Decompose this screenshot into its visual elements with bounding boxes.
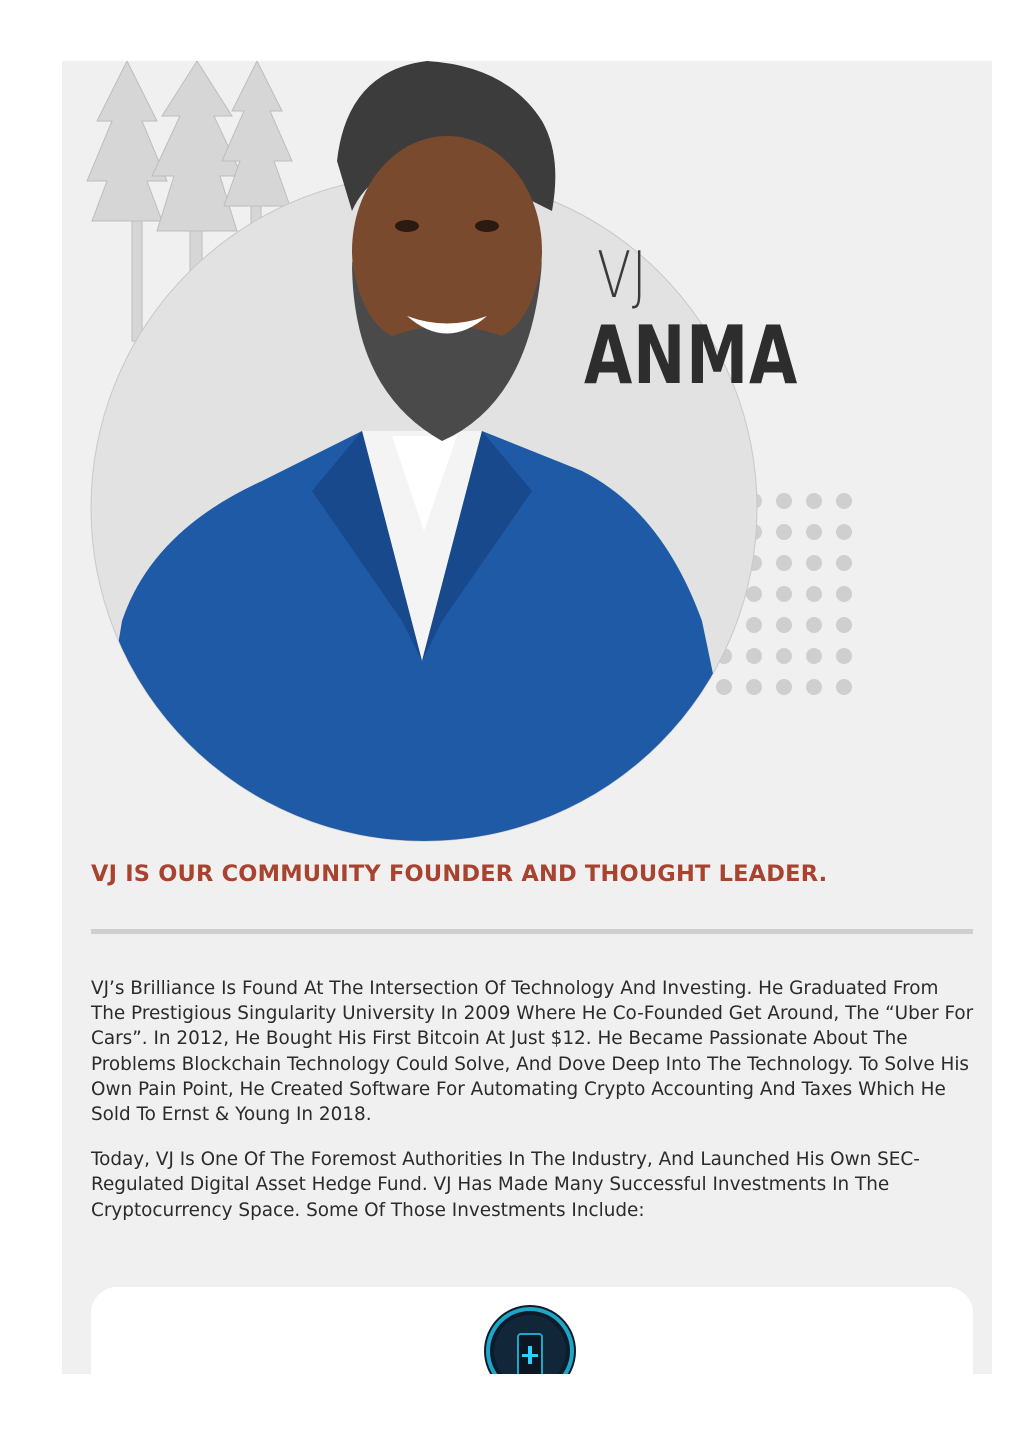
- name-last: ANMA: [584, 309, 799, 402]
- section-headline: VJ IS OUR COMMUNITY FOUNDER AND THOUGHT LEADER.: [91, 861, 828, 887]
- investment-card[interactable]: [91, 1287, 973, 1374]
- profile-panel: [62, 61, 992, 1374]
- divider: [91, 929, 973, 934]
- synthetix-token-icon[interactable]: [483, 1304, 577, 1374]
- bio-paragraph: Today, VJ Is One Of The Foremost Authorities In The Industry, And Launched His Own SEC-Regulated Digital Asset Hedge Fund. VJ Has Made Many Successful Investments In The Cryptocurrency Space. Some Of Those Investments Include:: [91, 1149, 920, 1221]
- bio-text: [91, 976, 976, 1243]
- hero-portrait: [62, 61, 992, 861]
- bio-paragraph: VJ’s Brilliance Is Found At The Intersection Of Technology And Investing. He Graduated From The Prestigious Singularity University In 2009 Where He Co-Founded Get Around, The “Uber For Cars”. In 2012, He Bought His First Bitcoin At Just $12. He Became Passionate About The Problems Blockchain Technology Could Solve, And Dove Deep Into The Technology. To Solve His Own Pain Point, He Created Software For Automating Crypto Accounting And Taxes Which He Sold To Ernst & Young In 2018.: [91, 978, 974, 1126]
- name-first: VJ: [597, 239, 648, 313]
